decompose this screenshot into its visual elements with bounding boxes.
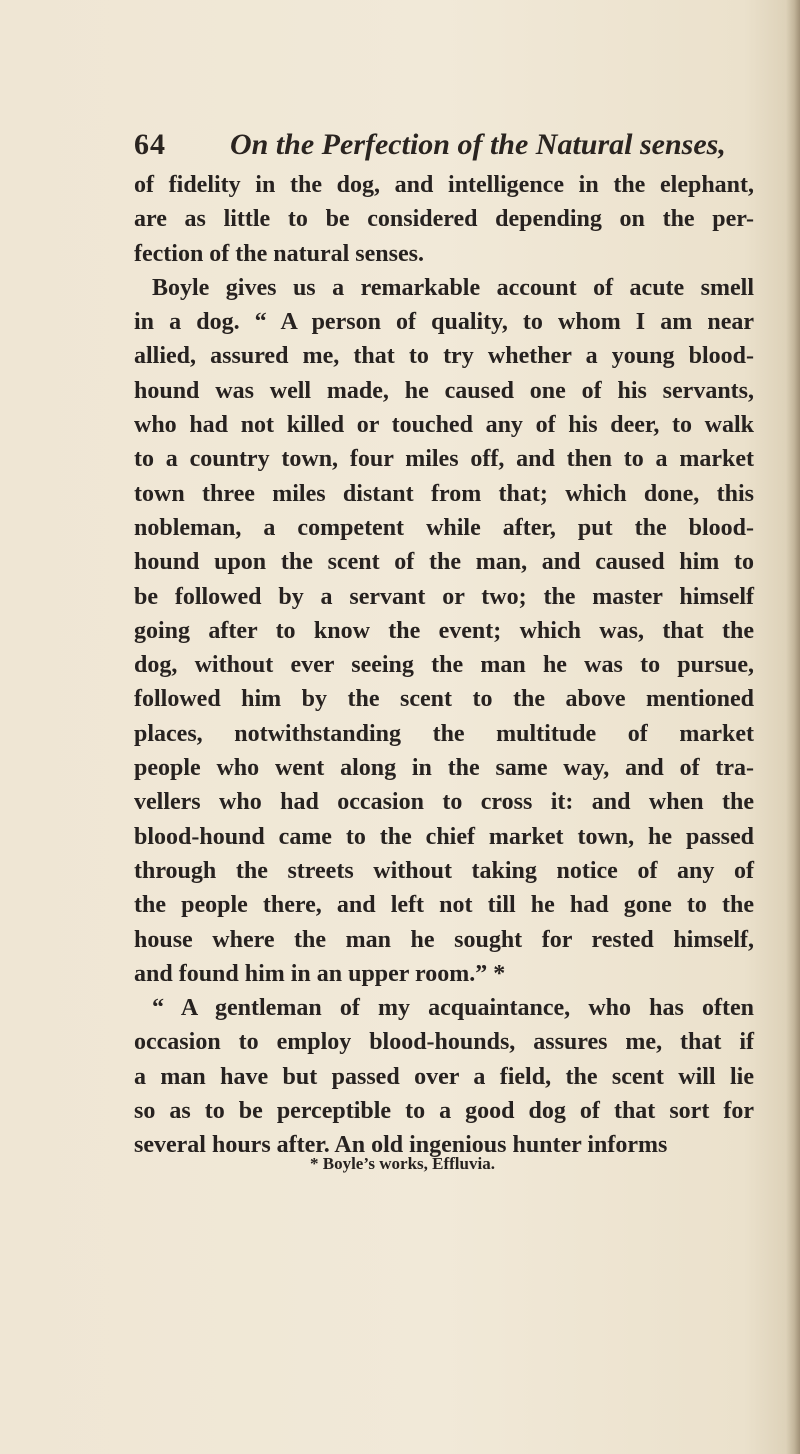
footnote: * Boyle’s works, Effluvia. xyxy=(310,1154,495,1173)
page-number: 64 xyxy=(134,128,166,161)
text-line: are as little to be considered depending on the per- xyxy=(134,206,754,233)
text-line: followed him by the scent to the above mentioned xyxy=(134,686,754,713)
text-line: vellers who had occasion to cross it: and when the xyxy=(134,789,754,816)
text-line: going after to know the event; which was, that the xyxy=(134,617,754,644)
text-line: the people there, and left not till he had gone to the xyxy=(134,892,754,919)
text-line: be followed by a servant or two; the master himself xyxy=(134,583,754,610)
text-line: so as to be perceptible to a good dog of that sort for xyxy=(134,1098,754,1125)
text-line: of fidelity in the dog, and intelligence in the elephant, xyxy=(134,172,754,198)
text-line: occasion to employ blood-hounds, assures me, that if xyxy=(134,1029,754,1056)
text-line: fection of the natural senses. xyxy=(134,240,424,267)
text-line: allied, assured me, that to try whether a young blood- xyxy=(134,343,754,370)
paragraph xyxy=(134,168,764,271)
text-line: “ A gentleman of my acquaintance, who has often xyxy=(152,995,754,1022)
paragraph xyxy=(134,271,764,991)
text-line: town three miles distant from that; which done, this xyxy=(134,480,754,507)
text-line: house where the man he sought for rested himself, xyxy=(134,926,754,953)
running-title: On the Perfection of the Natural senses, xyxy=(230,128,726,161)
text-line: dog, without ever seeing the man he was to pursue, xyxy=(134,652,754,679)
body-text xyxy=(134,168,764,1163)
text-line: a man have but passed over a field, the scent will lie xyxy=(134,1063,754,1090)
text-line: several hours after. An old ingenious hunter informs xyxy=(134,1132,668,1159)
text-line: through the streets without taking notice of any of xyxy=(134,857,754,884)
text-line: hound upon the scent of the man, and caused him to xyxy=(134,549,754,576)
text-line: who had not killed or touched any of his deer, to walk xyxy=(134,412,754,439)
text-line: to a country town, four miles off, and then to a market xyxy=(134,446,754,473)
text-line: and found him in an upper room.” * xyxy=(134,960,506,987)
text-line: Boyle gives us a remarkable account of acute smell xyxy=(152,274,754,301)
text-line: places, notwithstanding the multitude of market xyxy=(134,720,754,747)
page-edge-shadow xyxy=(786,0,800,1454)
paragraph xyxy=(134,991,764,1162)
text-line: blood-hound came to the chief market town, he passed xyxy=(134,823,754,850)
text-line: in a dog. “ A person of quality, to whom I am near xyxy=(134,309,754,336)
text-line: hound was well made, he caused one of his servants, xyxy=(134,377,754,404)
text-line: nobleman, a competent while after, put the blood- xyxy=(134,514,754,541)
text-line: people who went along in the same way, and of tra- xyxy=(134,755,754,782)
